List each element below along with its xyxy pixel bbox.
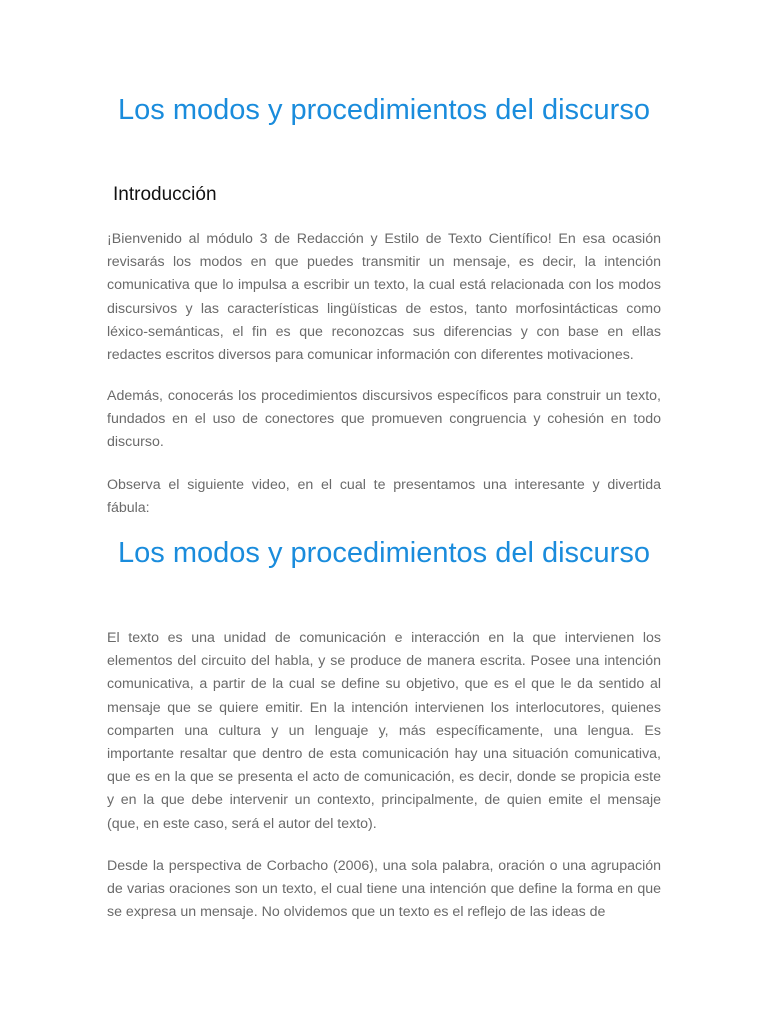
paragraph-body-2: Desde la perspectiva de Corbacho (2006), una sola palabra, oración o una agrupación de varias oraciones son un texto, el cual tiene una intención que define la forma en que se expresa un mensaje. No olvidemos que un texto es el reflejo de las ideas de <box>107 858 661 921</box>
paragraph-intro-2: Además, conocerás los procedimientos discursivos específicos para construir un texto, fundados en el uso de conectores que promueven congruencia y cohesión en todo discurso. <box>107 388 661 451</box>
paragraph-body-1: El texto es una unidad de comunicación e interacción en la que intervienen los elementos del circuito del habla, y se produce de manera escrita. Posee una intención comunicativa, a partir de la cual se define su objetivo, que es el que le da sentido al mensaje que se quiere emitir. En la intención intervienen los interlocutores, quienes comparten una cultura y un lenguaje y, más específicamente, una lengua. Es importante resaltar que dentro de esta comunicación hay una situación comunicativa, que es en la que se presenta el acto de comunicación, es decir, donde se propicia este y en la que debe intervenir un contexto, principalmente, de quien emite el mensaje (que, en este caso, será el autor del texto). <box>107 630 661 832</box>
paragraph-intro-1: ¡Bienvenido al módulo 3 de Redacción y Estilo de Texto Científico! En esa ocasión revisarás los modos en que puedes transmitir un mensaje, es decir, la intención comunicativa que lo impulsa a escribir un texto, la cual está relacionada con los modos discursivos y las características lingüísticas de estos, tanto morfosintácticas como léxico-semánticas, el fin es que reconozcas sus diferencias y con base en ellas redactes escritos diversos para comunicar información con diferentes motivaciones. <box>107 231 661 364</box>
section-title: Los modos y procedimientos del discurso <box>118 537 650 569</box>
page-title: Los modos y procedimientos del discurso <box>118 94 650 126</box>
section-heading-introduccion: Introducción <box>113 184 217 205</box>
paragraph-intro-3: Observa el siguiente video, en el cual te presentamos una interesante y divertida fábula: <box>107 477 661 517</box>
